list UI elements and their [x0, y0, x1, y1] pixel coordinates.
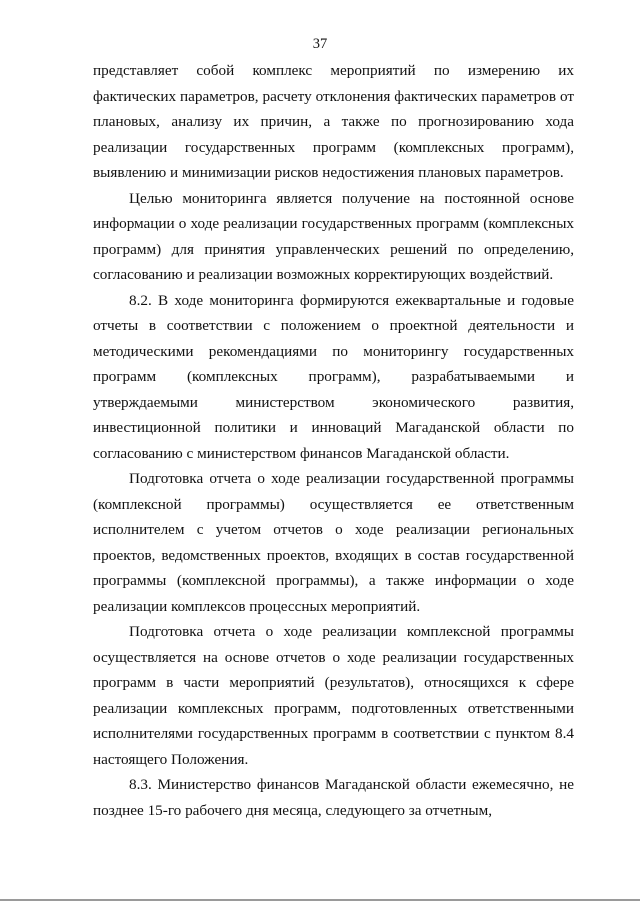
paragraph-8-2: 8.2. В ходе мониторинга формируются ежеквартальные и годовые отчеты в соответствии с положением о проектной деятельности и методическими рекомендациями по мониторингу государственных программ (комплексных программ), разрабатываемыми и утверждаемыми министерством экономического развития, инвестиционной политики и инноваций Магаданской области по согласованию с министерством финансов Магаданской области. [93, 291, 574, 462]
paragraph-continuation: представляет собой комплекс мероприятий по измерению их фактических параметров, расчету отклонения фактических параметров от плановых, анализу их причин, а также по прогнозированию хода реализации государственных программ (комплексных программ), выявлению и минимизации рисков недостижения плановых параметров. [93, 62, 574, 181]
body-text [93, 58, 574, 823]
paragraph-state-program-report: Подготовка отчета о ходе реализации государственной программы (комплексной программы) осуществляется ее ответственным исполнителем с учетом отчетов о ходе реализации региональных проектов, ведомственных проектов, входящих в состав государственной программы (комплексной программы), а также информации о ходе реализации комплексов процессных мероприятий. [93, 470, 574, 615]
paragraph-monitoring-goal: Целью мониторинга является получение на постоянной основе информации о ходе реализации государственных программ (комплексных программ) для принятия управленческих решений по определению, согласованию и реализации возможных корректирующих воздействий. [93, 189, 574, 283]
paragraph-8-3: 8.3. Министерство финансов Магаданской области ежемесячно, не позднее 15-го рабочего дня месяца, следующего за отчетным, [93, 776, 574, 819]
page-number: 37 [312, 36, 328, 52]
page-bottom-edge [0, 899, 640, 901]
paragraph-complex-program-report: Подготовка отчета о ходе реализации комплексной программы осуществляется на основе отчетов о ходе реализации государственных программ в части мероприятий (результатов), относящихся к сфере реализации комплексных программ, подготовленных ответственными исполнителями государственных программ в соответствии с пунктом 8.4 настоящего Положения. [93, 623, 574, 768]
